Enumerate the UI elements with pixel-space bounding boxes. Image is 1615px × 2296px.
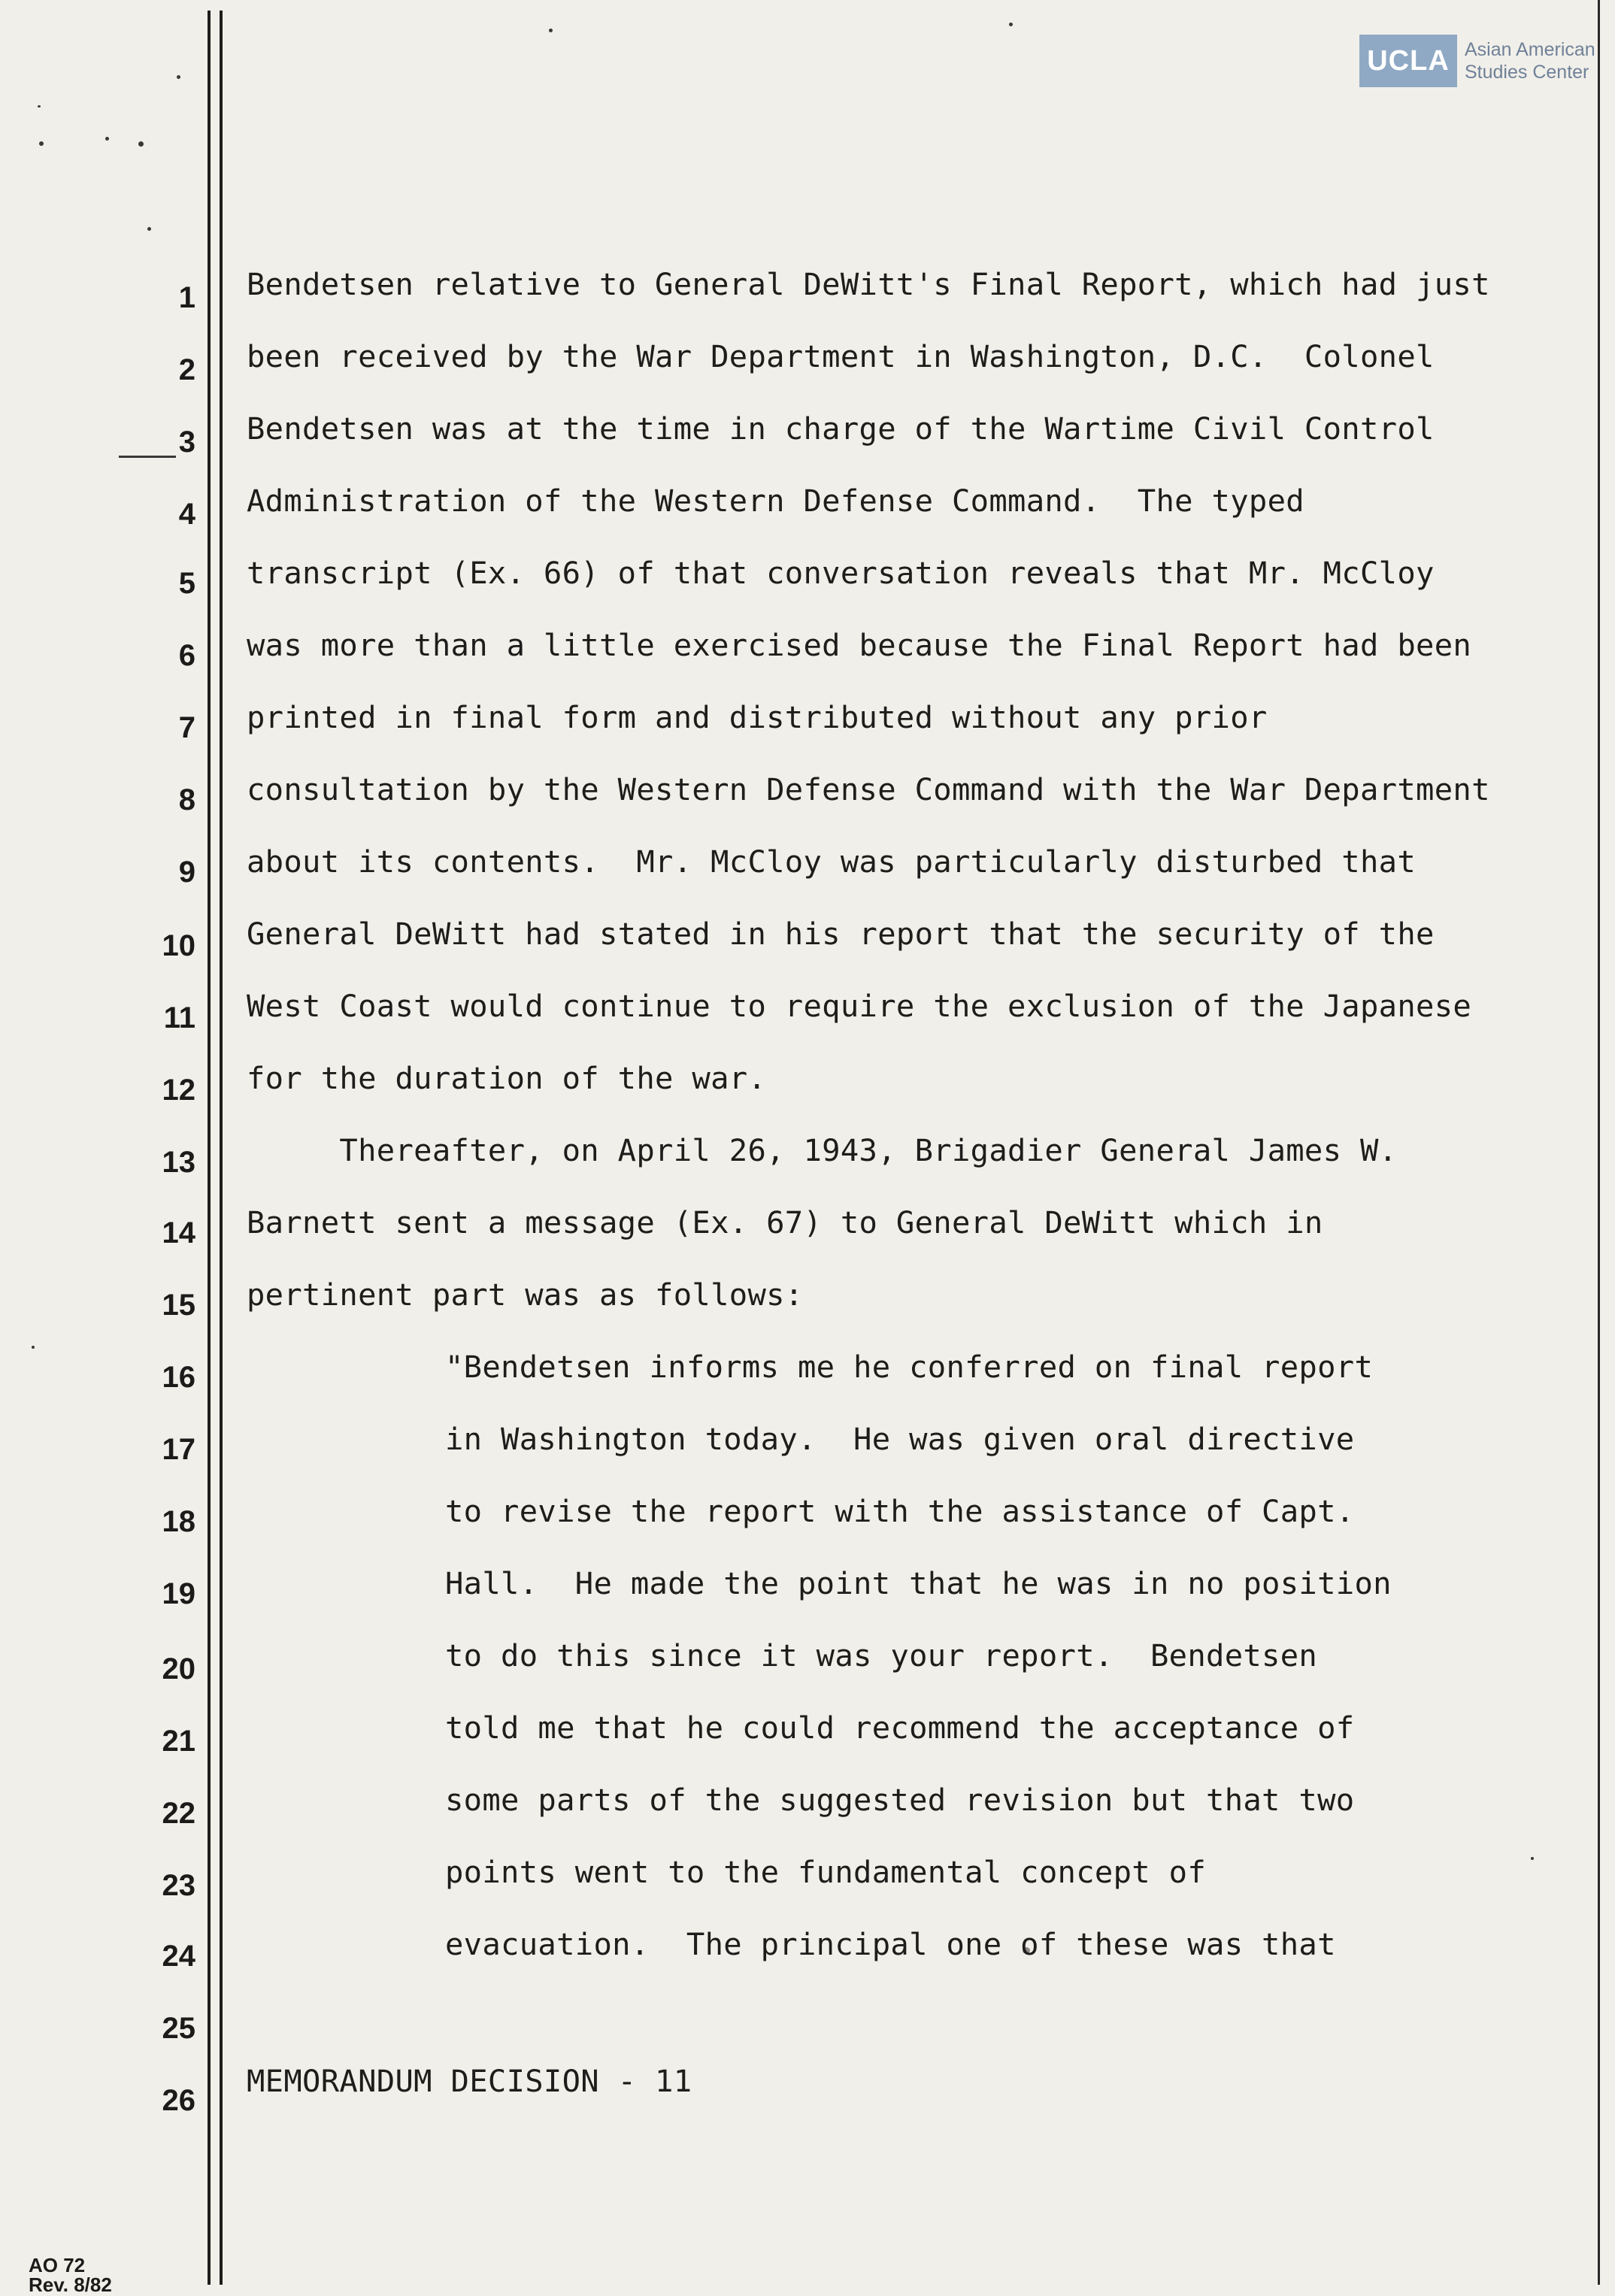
quote-text-line: points went to the fundamental concept of [445, 1854, 1207, 1890]
line-number: 24 [162, 1940, 195, 1973]
line-number: 1 [178, 281, 195, 314]
line-number: 4 [178, 498, 195, 531]
form-stamp-line2: Rev. 8/82 [29, 2273, 112, 2296]
line-number: 5 [178, 567, 195, 600]
line-number: 18 [162, 1505, 195, 1538]
body-text-line: Bendetsen was at the time in charge of the Wartime Civil Control [247, 410, 1435, 447]
scan-speck [1531, 1857, 1534, 1860]
line-number: 8 [178, 783, 195, 816]
logo-caption [1465, 38, 1600, 83]
line-number: 9 [178, 856, 195, 889]
scan-speck [549, 29, 553, 32]
line-number: 2 [178, 353, 195, 386]
scan-speck [38, 105, 41, 108]
line-number: 22 [162, 1797, 195, 1830]
line-number: 26 [162, 2084, 195, 2117]
line-number: 14 [162, 1216, 195, 1249]
line-number: 20 [162, 1652, 195, 1686]
line-number: 25 [162, 2012, 195, 2045]
footer-title: MEMORANDUM DECISION - 11 [247, 2063, 692, 2099]
quote-text-line: in Washington today. He was given oral directive [445, 1421, 1355, 1457]
scan-speck [177, 75, 180, 79]
body-text-line: pertinent part was as follows: [247, 1277, 804, 1313]
line-number: 13 [162, 1146, 195, 1179]
form-stamp-line1: AO 72 [29, 2254, 86, 2276]
line-number: 19 [162, 1577, 195, 1610]
line-number: 7 [178, 711, 195, 744]
body-text-line: Bendetsen relative to General DeWitt's Final Report, which had just [247, 266, 1490, 302]
quote-text-line: to do this since it was your report. Bendetsen [445, 1637, 1318, 1674]
left-margin-rule-inner [220, 11, 223, 2285]
body-text-line: was more than a little exercised because the Final Report had been [247, 627, 1472, 663]
line-number: 15 [162, 1289, 195, 1322]
line-number: 10 [162, 929, 195, 962]
right-margin-rule [1598, 0, 1600, 2285]
body-text-line: West Coast would continue to require the exclusion of the Japanese [247, 988, 1472, 1024]
form-stamp [29, 2255, 112, 2294]
scan-speck [1009, 23, 1013, 26]
quote-text-line: told me that he could recommend the acceptance of [445, 1710, 1355, 1746]
ucla-logo [1359, 35, 1600, 87]
line-number: 16 [162, 1361, 195, 1394]
body-text-line: printed in final form and distributed without any prior [247, 699, 1268, 735]
logo-caption-line1: Asian American [1465, 39, 1595, 60]
quote-text-line: to revise the report with the assistance of Capt. [445, 1493, 1355, 1529]
left-margin-rule [208, 11, 211, 2285]
quote-text-line: some parts of the suggested revision but that two [445, 1782, 1355, 1818]
ucla-logo-mark: UCLA [1359, 35, 1457, 87]
scan-speck [138, 141, 144, 147]
line-number: 17 [162, 1433, 195, 1466]
body-text-line: Administration of the Western Defense Command. The typed [247, 483, 1304, 519]
line-number: 12 [162, 1074, 195, 1107]
body-text-line: about its contents. Mr. McCloy was particularly disturbed that [247, 844, 1417, 880]
line-number: 21 [162, 1725, 195, 1758]
body-text-line: for the duration of the war. [247, 1060, 767, 1096]
line-number: 11 [163, 1001, 195, 1034]
line-number: 6 [178, 639, 195, 672]
body-text-line: been received by the War Department in Washington, D.C. Colonel [247, 338, 1435, 374]
quote-text-line: evacuation. The principal one of these was that [445, 1926, 1336, 1962]
body-text-line: transcript (Ex. 66) of that conversation reveals that Mr. McCloy [247, 555, 1435, 591]
line-number: 3 [178, 426, 195, 459]
quote-text-line: "Bendetsen informs me he conferred on final report [445, 1349, 1374, 1385]
body-text-line: consultation by the Western Defense Command with the War Department [247, 771, 1490, 807]
scan-speck [105, 137, 109, 141]
logo-caption-line2: Studies Center [1465, 62, 1589, 83]
line-number: 23 [162, 1869, 195, 1902]
scan-speck [39, 141, 44, 146]
scan-speck [147, 227, 151, 231]
body-text-line: General DeWitt had stated in his report that the security of the [247, 916, 1435, 952]
quote-text-line: Hall. He made the point that he was in no position [445, 1565, 1392, 1601]
body-text-line: Thereafter, on April 26, 1943, Brigadier General James W. [247, 1132, 1398, 1168]
scan-speck [32, 1346, 35, 1349]
body-text-line: Barnett sent a message (Ex. 67) to General DeWitt which in [247, 1204, 1323, 1240]
